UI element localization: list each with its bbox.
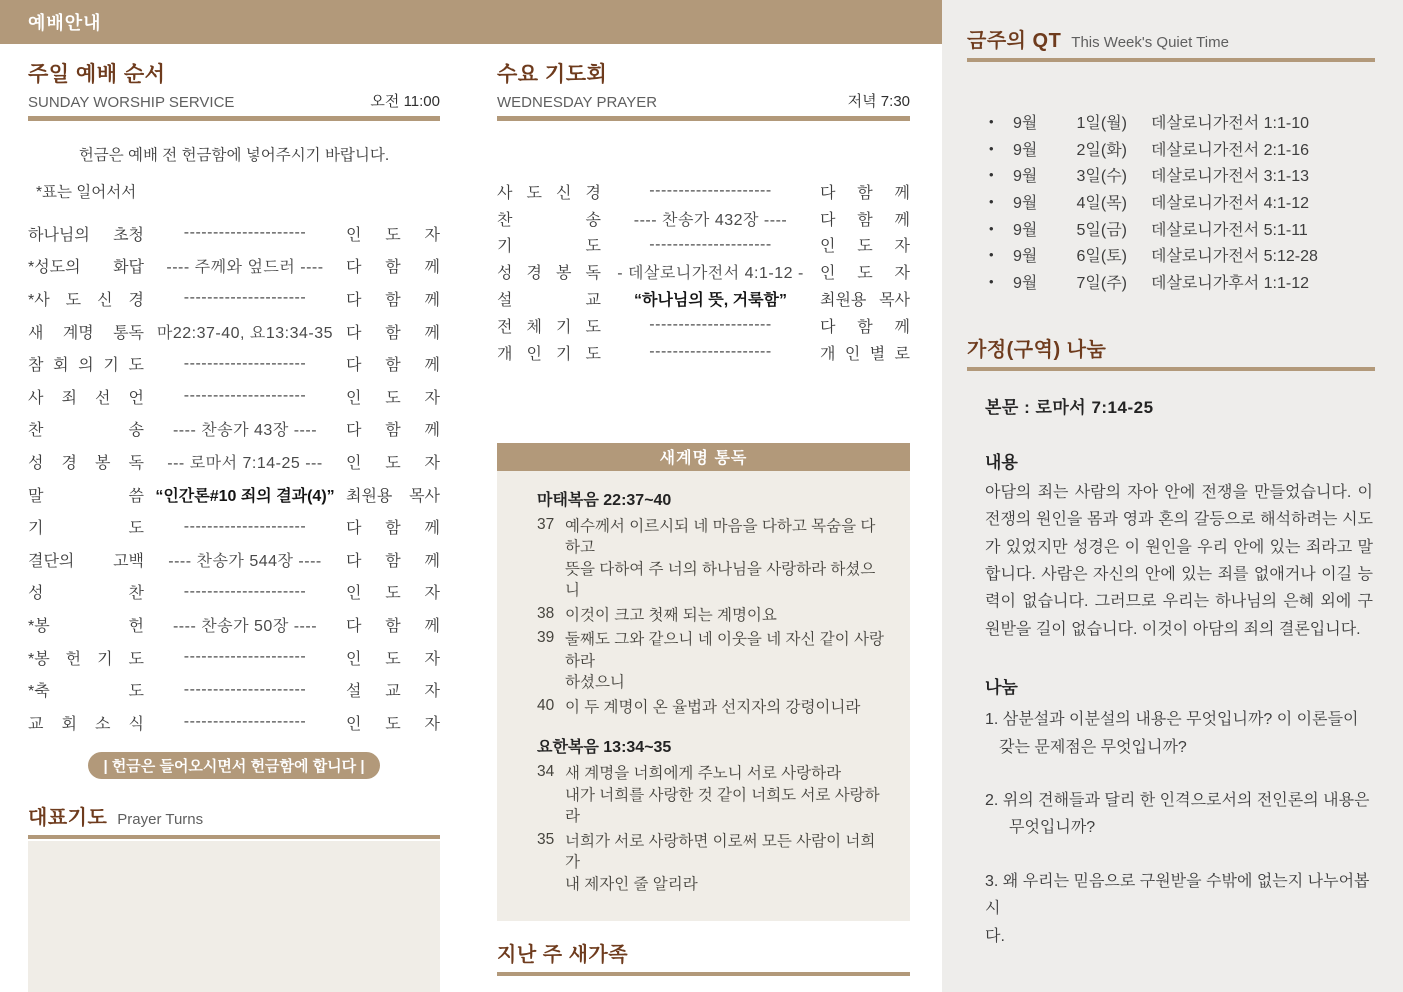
- order-item-party: 인 도 자: [346, 389, 440, 407]
- order-item-detail: ---------------------: [183, 224, 307, 242]
- order-item-party: 설 교 자: [346, 683, 440, 701]
- question-line: 갖는 문제점은 무엇입니까?: [999, 738, 1187, 756]
- order-row: [28, 576, 440, 609]
- sunday-title-ko: 주일 예배 순서: [28, 63, 166, 86]
- verse-lines: [565, 763, 890, 828]
- order-item-detail: ---- 주께와 엎드러 ----: [166, 259, 324, 277]
- order-row: [497, 205, 910, 232]
- order-item-name: 사 죄 선 언: [28, 389, 144, 407]
- verse-line: 하셨으니: [565, 674, 625, 692]
- qt-date: 9월 7일(주): [1013, 274, 1127, 292]
- order-item-detail: ---------------------: [649, 316, 772, 334]
- verse-line: 예수께서 이르시되 네 마음을 다하고 목숨을 다하고: [565, 517, 876, 557]
- verse-line: 이 두 계명이 온 율법과 선지자의 강령이니라: [565, 698, 861, 716]
- order-row: [28, 478, 440, 511]
- qt-title-ko: 금주의 QT: [967, 30, 1062, 52]
- order-item-name: 찬 송: [497, 211, 601, 229]
- order-item-party: 다 함 께: [820, 211, 910, 229]
- verse-number: 37: [537, 515, 555, 533]
- verse-number: 39: [537, 629, 555, 647]
- order-item-detail: ---------------------: [183, 517, 307, 535]
- verse-lines: [565, 697, 890, 719]
- new-family-title: 지난 주 새가족: [497, 944, 629, 967]
- qt-section-head: [967, 24, 1375, 62]
- qt-sharing-panel: [942, 0, 1403, 992]
- qt-reading-item: [967, 108, 1375, 135]
- order-item-party: 최원용 목사: [346, 487, 440, 505]
- order-item-party: 다 함 께: [346, 552, 440, 570]
- verse-number: 35: [537, 830, 555, 848]
- wednesday-section-head: [497, 58, 910, 121]
- qt-passage: 데살로니가후서 1:1-12: [1151, 274, 1310, 292]
- order-row: [28, 282, 440, 315]
- new-commandment-box: [497, 443, 910, 922]
- order-item-detail: ---------------------: [649, 235, 772, 253]
- verse-number: 38: [537, 604, 555, 622]
- sharing-question: [985, 868, 1373, 950]
- order-item-detail: ---- 찬송가 50장 ----: [172, 617, 318, 635]
- order-item-detail: 마22:37-40, 요13:34-35: [156, 324, 334, 342]
- prayer-turns-head: [28, 801, 440, 839]
- qt-date: 9월 4일(목): [1013, 194, 1127, 212]
- order-row: [28, 445, 440, 478]
- offering-pill: | 헌금은 들어오시면서 헌금함에 합니다 |: [88, 752, 380, 779]
- order-item-name: 하나님의 초청: [28, 226, 144, 244]
- sunday-section-head: [28, 58, 440, 121]
- bullet-icon: •: [989, 273, 994, 289]
- qt-date: 9월 5일(금): [1013, 221, 1127, 239]
- verse-line: 둘째도 그와 같으니 네 이웃을 네 자신 같이 사랑하라: [565, 631, 884, 670]
- prayer-turns-box: [28, 841, 440, 992]
- verse-row: [537, 697, 890, 719]
- order-item-party: 다 함 께: [346, 324, 440, 342]
- content-label: 내용: [985, 452, 1018, 472]
- qt-date: 9월 1일(월): [1013, 114, 1127, 132]
- order-item-party: 다 함 께: [820, 184, 910, 202]
- order-item-name: 성 경 봉 독: [497, 265, 601, 283]
- order-row: [28, 543, 440, 576]
- prayer-turns-title-ko: 대표기도: [28, 806, 108, 829]
- order-item-detail: ---------------------: [183, 582, 307, 600]
- sharing-title: 가정(구역) 나눔: [967, 338, 1107, 361]
- passage-reference: 마태복음 22:37~40: [537, 491, 672, 509]
- order-row: [28, 413, 440, 446]
- order-row: [28, 706, 440, 739]
- bullet-icon: •: [989, 140, 994, 156]
- section-divider: [28, 116, 440, 121]
- wednesday-order-list: [497, 178, 910, 366]
- order-item-name: 전 체 기 도: [497, 318, 601, 336]
- order-item-name: 사 도 신 경: [497, 184, 601, 202]
- standing-note: *표는 일어서서: [36, 184, 137, 201]
- qt-passage: 데살로니가전서 2:1-16: [1151, 141, 1310, 159]
- order-row: [28, 673, 440, 706]
- order-item-detail: “인간론#10 죄의 결과(4)”: [155, 487, 335, 505]
- order-item-name: 결단의 고백: [28, 552, 144, 570]
- qt-passage: 데살로니가전서 3:1-13: [1151, 168, 1310, 186]
- scripture-passage: [537, 734, 890, 895]
- qt-date: 9월 6일(토): [1013, 248, 1127, 266]
- verse-line: 내가 너희를 사랑한 것 같이 너희도 서로 사랑하라: [565, 786, 880, 826]
- question-line: 무엇입니까?: [1009, 819, 1096, 837]
- order-item-name: 참 회 의 기 도: [28, 357, 144, 375]
- order-item-name: 교 회 소 식: [28, 715, 144, 733]
- worship-order-list: [28, 217, 440, 739]
- order-item-detail: ---- 찬송가 544장 ----: [168, 552, 322, 570]
- order-item-detail: ---------------------: [183, 648, 307, 666]
- scripture-passage: [537, 487, 890, 719]
- order-row: [497, 178, 910, 205]
- order-item-party: 인 도 자: [820, 265, 910, 283]
- order-row: [497, 285, 910, 312]
- order-item-detail: ---- 찬송가 432장 ----: [633, 211, 788, 229]
- order-item-name: 개 인 기 도: [497, 345, 601, 363]
- order-item-party: 개 인 별 로: [820, 345, 910, 363]
- order-item-detail: ---------------------: [183, 387, 307, 405]
- order-item-party: 다 함 께: [346, 291, 440, 309]
- qt-reading-item: [967, 215, 1375, 242]
- page-header-bar: [0, 0, 942, 44]
- order-item-party: 인 도 자: [346, 226, 440, 244]
- verse-row: [537, 516, 890, 602]
- order-item-name: 찬 송: [28, 422, 144, 440]
- section-divider: [967, 58, 1375, 62]
- order-item-party: 인 도 자: [346, 585, 440, 603]
- sharing-question: [985, 706, 1373, 761]
- passage-reference: 요한복음 13:34~35: [537, 739, 672, 757]
- verse-lines: [565, 516, 890, 602]
- order-item-name: 설 교: [497, 292, 601, 310]
- order-item-detail: ---------------------: [183, 354, 307, 372]
- order-item-party: 다 함 께: [346, 357, 440, 375]
- verse-lines: [565, 605, 890, 627]
- offering-notice: 헌금은 예배 전 헌금함에 넣어주시기 바랍니다.: [78, 147, 390, 164]
- sunday-worship-section: [28, 58, 440, 992]
- verse-number: 34: [537, 763, 555, 781]
- qt-passage: 데살로니가전서 1:1-10: [1151, 114, 1310, 132]
- qt-reading-list: [967, 108, 1375, 295]
- order-item-name: *축 도: [28, 683, 144, 701]
- section-divider: [497, 972, 910, 976]
- qt-reading-item: [967, 135, 1375, 162]
- order-item-detail: ---------------------: [183, 289, 307, 307]
- order-row: [28, 347, 440, 380]
- order-item-party: 최원용 목사: [820, 292, 910, 310]
- sunday-service-time: 오전 11:00: [370, 93, 440, 110]
- wednesday-prayer-section: [497, 58, 910, 976]
- order-item-name: 성 경 봉 독: [28, 454, 144, 472]
- order-item-detail: ---------------------: [649, 343, 772, 361]
- sharing-question: [985, 787, 1373, 842]
- qt-passage: 데살로니가전서 5:1-11: [1151, 221, 1308, 239]
- order-item-detail: “하나님의 뜻, 거룩함”: [634, 292, 787, 310]
- question-line: 2. 위의 견해들과 달리 한 인격으로서의 전인론의 내용은: [985, 792, 1370, 810]
- new-commandment-header: 새계명 통독: [497, 443, 910, 471]
- order-item-name: *사 도 신 경: [28, 291, 144, 309]
- wednesday-title-ko: 수요 기도회: [497, 63, 608, 86]
- sharing-scripture-ref: 본문 : 로마서 7:14-25: [985, 397, 1154, 417]
- order-row: [28, 250, 440, 283]
- order-item-party: 인 도 자: [820, 238, 910, 256]
- verse-lines: [565, 831, 890, 896]
- order-item-party: 다 함 께: [346, 422, 440, 440]
- order-item-detail: ---------------------: [183, 680, 307, 698]
- new-commandment-body: [497, 471, 910, 922]
- section-divider: [497, 116, 910, 121]
- verse-line: 새 계명을 너희에게 주노니 서로 사랑하라: [565, 765, 842, 783]
- verse-row: [537, 763, 890, 828]
- order-item-detail: ---- 찬송가 43장 ----: [172, 422, 318, 440]
- order-item-party: 다 함 께: [346, 617, 440, 635]
- order-item-party: 인 도 자: [346, 454, 440, 472]
- new-family-head: [497, 938, 910, 976]
- order-row: [28, 510, 440, 543]
- verse-row: [537, 605, 890, 627]
- bullet-icon: •: [989, 220, 994, 236]
- order-row: [28, 217, 440, 250]
- order-item-party: 인 도 자: [346, 715, 440, 733]
- qt-passage: 데살로니가전서 5:12-28: [1151, 248, 1318, 266]
- question-line: 다.: [985, 927, 1005, 945]
- sharing-section-head: [967, 333, 1375, 371]
- verse-lines: [565, 629, 890, 694]
- order-item-party: 인 도 자: [346, 650, 440, 668]
- order-row: [28, 380, 440, 413]
- order-row: [28, 641, 440, 674]
- order-row: [497, 232, 910, 259]
- order-item-name: 말 씀: [28, 487, 144, 505]
- order-row: [497, 312, 910, 339]
- verse-line: 너희가 서로 사랑하면 이로써 모든 사람이 너희가: [565, 832, 876, 872]
- qt-title-en: This Week's Quiet Time: [1071, 34, 1229, 51]
- sharing-content: [985, 393, 1373, 950]
- bullet-icon: •: [989, 193, 994, 209]
- order-item-detail: ---------------------: [183, 713, 307, 731]
- qt-date: 9월 3일(수): [1013, 168, 1127, 186]
- section-divider: [28, 835, 440, 839]
- content-paragraph: 아담의 죄는 사람의 자아 안에 전쟁을 만들었습니다. 이 전쟁의 원인을 몸과 영과 혼의 갈등으로 해석하려는 시도가 있었지만 성경은 이 원인을 우리 안에 있는 죄라고 말합니다. 사람은 자신의 안에 있는 죄를 없애거나 이길 능력이 없습니다. 그러므로 우리는 하나님의 은혜 외에 구원받을 길이 없습니다. 이것이 아담의 죄의 결론입니다.: [985, 483, 1373, 638]
- bullet-icon: •: [989, 113, 994, 129]
- verse-line: 이것이 크고 첫째 되는 계명이요: [565, 606, 777, 624]
- qt-reading-item: [967, 188, 1375, 215]
- order-item-name: *봉 헌 기 도: [28, 650, 144, 668]
- order-row: [28, 315, 440, 348]
- order-item-name: *성도의 화답: [28, 259, 144, 277]
- sunday-title-en: SUNDAY WORSHIP SERVICE: [28, 94, 235, 111]
- order-item-detail: --- 로마서 7:14-25 ---: [167, 454, 323, 472]
- section-divider: [967, 367, 1375, 371]
- order-item-name: 기 도: [28, 520, 144, 538]
- bullet-icon: •: [989, 167, 994, 183]
- page-title: 예배안내: [28, 13, 102, 33]
- sharing-questions: [985, 706, 1373, 950]
- sharing-label: 나눔: [985, 678, 1018, 698]
- verse-line: 내 제자인 줄 알리라: [565, 875, 698, 893]
- verse-row: [537, 831, 890, 896]
- verse-line: 뜻을 다하여 주 너의 하나님을 사랑하라 하셨으니: [565, 560, 876, 600]
- question-line: 3. 왜 우리는 믿음으로 구원받을 수밖에 없는지 나누어봅시: [985, 872, 1370, 918]
- qt-passage: 데살로니가전서 4:1-12: [1151, 194, 1310, 212]
- order-row: [497, 339, 910, 366]
- order-row: [28, 608, 440, 641]
- order-row: [497, 258, 910, 285]
- qt-reading-item: [967, 161, 1375, 188]
- order-item-name: 기 도: [497, 238, 601, 256]
- order-item-name: 성 찬: [28, 585, 144, 603]
- qt-date: 9월 2일(화): [1013, 141, 1127, 159]
- order-item-party: 다 함 께: [346, 520, 440, 538]
- verse-number: 40: [537, 696, 555, 714]
- order-item-party: 다 함 께: [820, 318, 910, 336]
- order-item-detail: - 데살로니가전서 4:1-12 -: [617, 265, 804, 283]
- order-item-party: 다 함 께: [346, 259, 440, 277]
- prayer-turns-title-en: Prayer Turns: [117, 810, 204, 828]
- qt-reading-item: [967, 241, 1375, 268]
- bullet-icon: •: [989, 247, 994, 263]
- order-item-detail: ---------------------: [649, 182, 772, 200]
- qt-reading-item: [967, 268, 1375, 295]
- verse-row: [537, 629, 890, 694]
- question-line: 1. 삼분설과 이분설의 내용은 무엇입니까? 이 이론들이: [985, 711, 1359, 729]
- wednesday-title-en: WEDNESDAY PRAYER: [497, 94, 658, 111]
- wednesday-service-time: 저녁 7:30: [847, 93, 910, 110]
- order-item-name: *봉 헌: [28, 617, 144, 635]
- order-item-name: 새 계명 통독: [28, 324, 144, 342]
